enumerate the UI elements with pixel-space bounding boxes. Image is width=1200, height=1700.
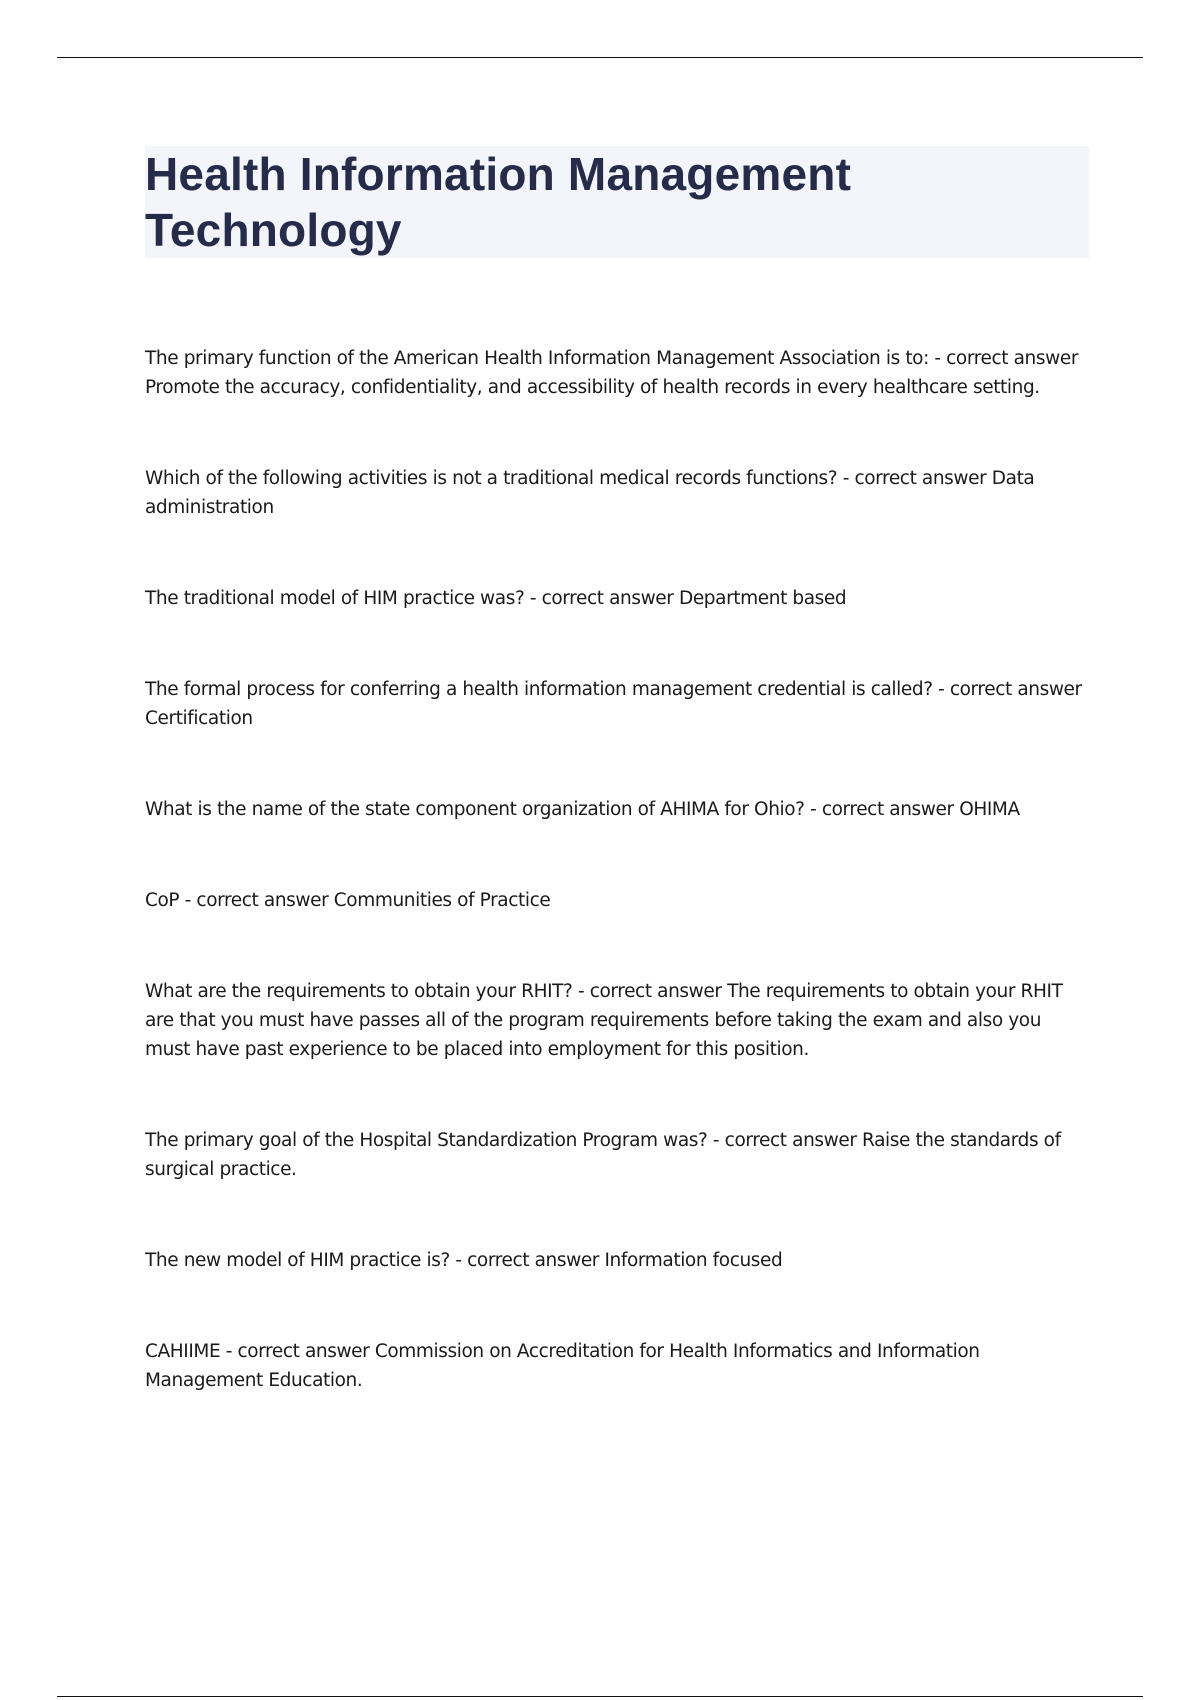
qa-item: The primary goal of the Hospital Standardization Program was? - correct answer Raise the standards of surgical practice. [145, 1130, 1061, 1180]
top-divider [57, 57, 1143, 58]
qa-item: The primary function of the American Health Information Management Association is to: - correct answer Promote the accuracy, confidentiality, and accessibility of health records in every healthcare setting. [145, 348, 1079, 398]
qa-item: CAHIIME - correct answer Commission on Accreditation for Health Informatics and Information Management Education. [145, 1341, 980, 1391]
title-banner [145, 146, 1089, 258]
qa-item: Which of the following activities is not a traditional medical records functions? - correct answer Data administration [145, 468, 1035, 518]
qa-item: What are the requirements to obtain your RHIT? - correct answer The requirements to obtain your RHIT are that you must have passes all of the program requirements before taking the exam and also you must have past experience to be placed into employment for this position. [145, 981, 1063, 1060]
qa-item: The traditional model of HIM practice was? - correct answer Department based [145, 588, 847, 609]
qa-item: What is the name of the state component organization of AHIMA for Ohio? - correct answer OHIMA [145, 799, 1020, 820]
qa-item: The new model of HIM practice is? - correct answer Information focused [145, 1250, 783, 1271]
qa-item: The formal process for conferring a health information management credential is called? - correct answer Certification [145, 679, 1082, 729]
qa-item: CoP - correct answer Communities of Practice [145, 890, 551, 911]
qa-list [145, 344, 1085, 1395]
document-title: Health Information Management Technology [145, 148, 852, 256]
bottom-divider [57, 1696, 1143, 1697]
